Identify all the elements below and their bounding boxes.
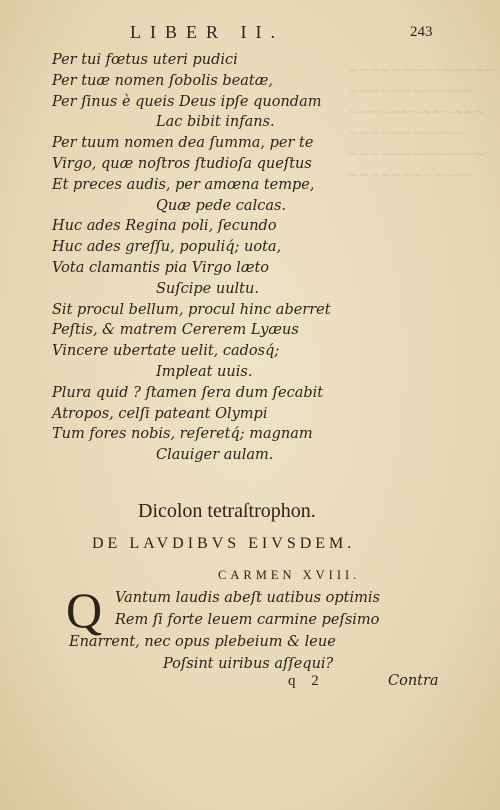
verse-line: Huc ades Regina poli, ſecundo (52, 218, 277, 235)
verse-line: Vincere ubertate uelit, cadosq́; (52, 343, 280, 360)
running-head (0, 22, 500, 42)
ode-stanza (69, 587, 389, 675)
section-title: Dicolon tetraſtrophon. (138, 500, 316, 522)
verse-line: Per tuum nomen dea ſumma, per te (52, 135, 314, 152)
adonic-line: Clauiger aulam. (156, 447, 274, 464)
adonic-line: Quæ pede calcas. (156, 197, 287, 214)
verse-line: Per tuæ nomen ſobolis beatæ, (52, 72, 273, 89)
ode-line: Vantum laudis abeſt uatibus optimis (115, 590, 380, 606)
poem-stanzas (52, 50, 372, 466)
page-number: 243 (410, 24, 433, 40)
verse-line: Sit procul bellum, procul hinc aberret (52, 301, 331, 318)
verse-line: Plura quid ? ſtamen ſera dum ſecabit (52, 384, 324, 401)
signature-mark: q 2 (288, 673, 325, 689)
verse-line: Et preces audis, per amœna tempe, (52, 176, 315, 193)
verse-line: Huc ades greſſu, populiq́; uota, (52, 239, 282, 256)
verse-line: Tum fores nobis, reſeretq́; magnam (52, 426, 313, 443)
adonic-line: Impleat uuis. (156, 363, 253, 380)
catchword: Contra (388, 673, 439, 689)
verse-line: Per tui fœtus uteri pudici (52, 52, 238, 68)
drop-cap: Q (66, 582, 103, 638)
verse-line: Atropos, celſi pateant Olympi (52, 405, 268, 422)
adonic-line: Suſcipe uultu. (156, 280, 259, 297)
running-head-title: LIBER II. (130, 22, 284, 42)
verse-line: Peſtis, & matrem Cererem Lyæus (52, 322, 299, 339)
ode-line: Enarrent, nec opus plebeium & leue (69, 634, 336, 650)
ode-line: Rem ſi forte leuem carmine peſsimo (115, 612, 380, 628)
verse-line: Virgo, quæ noſtros ſtudioſa queſtus (52, 155, 312, 172)
verse-line: Vota clamantis pia Virgo læto (52, 259, 270, 276)
verse-line: Per ſinus è queis Deus ipſe quondam (52, 93, 322, 110)
adonic-line: Lac bibit infans. (156, 114, 275, 131)
ode-line: Poſsint uiribus aſſequi? (163, 656, 334, 672)
section-subtitle: DE LAVDIBVS EIVSDEM. (92, 535, 356, 552)
carmen-label: CARMEN XVIII. (218, 568, 361, 582)
show-through-text: ~~~~~~~~~~~~~~ ~~~~~~~~~~~~ ~~~~~~~~~~~~~ ~~~~~~~~~~~ ~~~~~~~~~~~~~ ~~~~~~~~~~~~ (348, 63, 496, 182)
